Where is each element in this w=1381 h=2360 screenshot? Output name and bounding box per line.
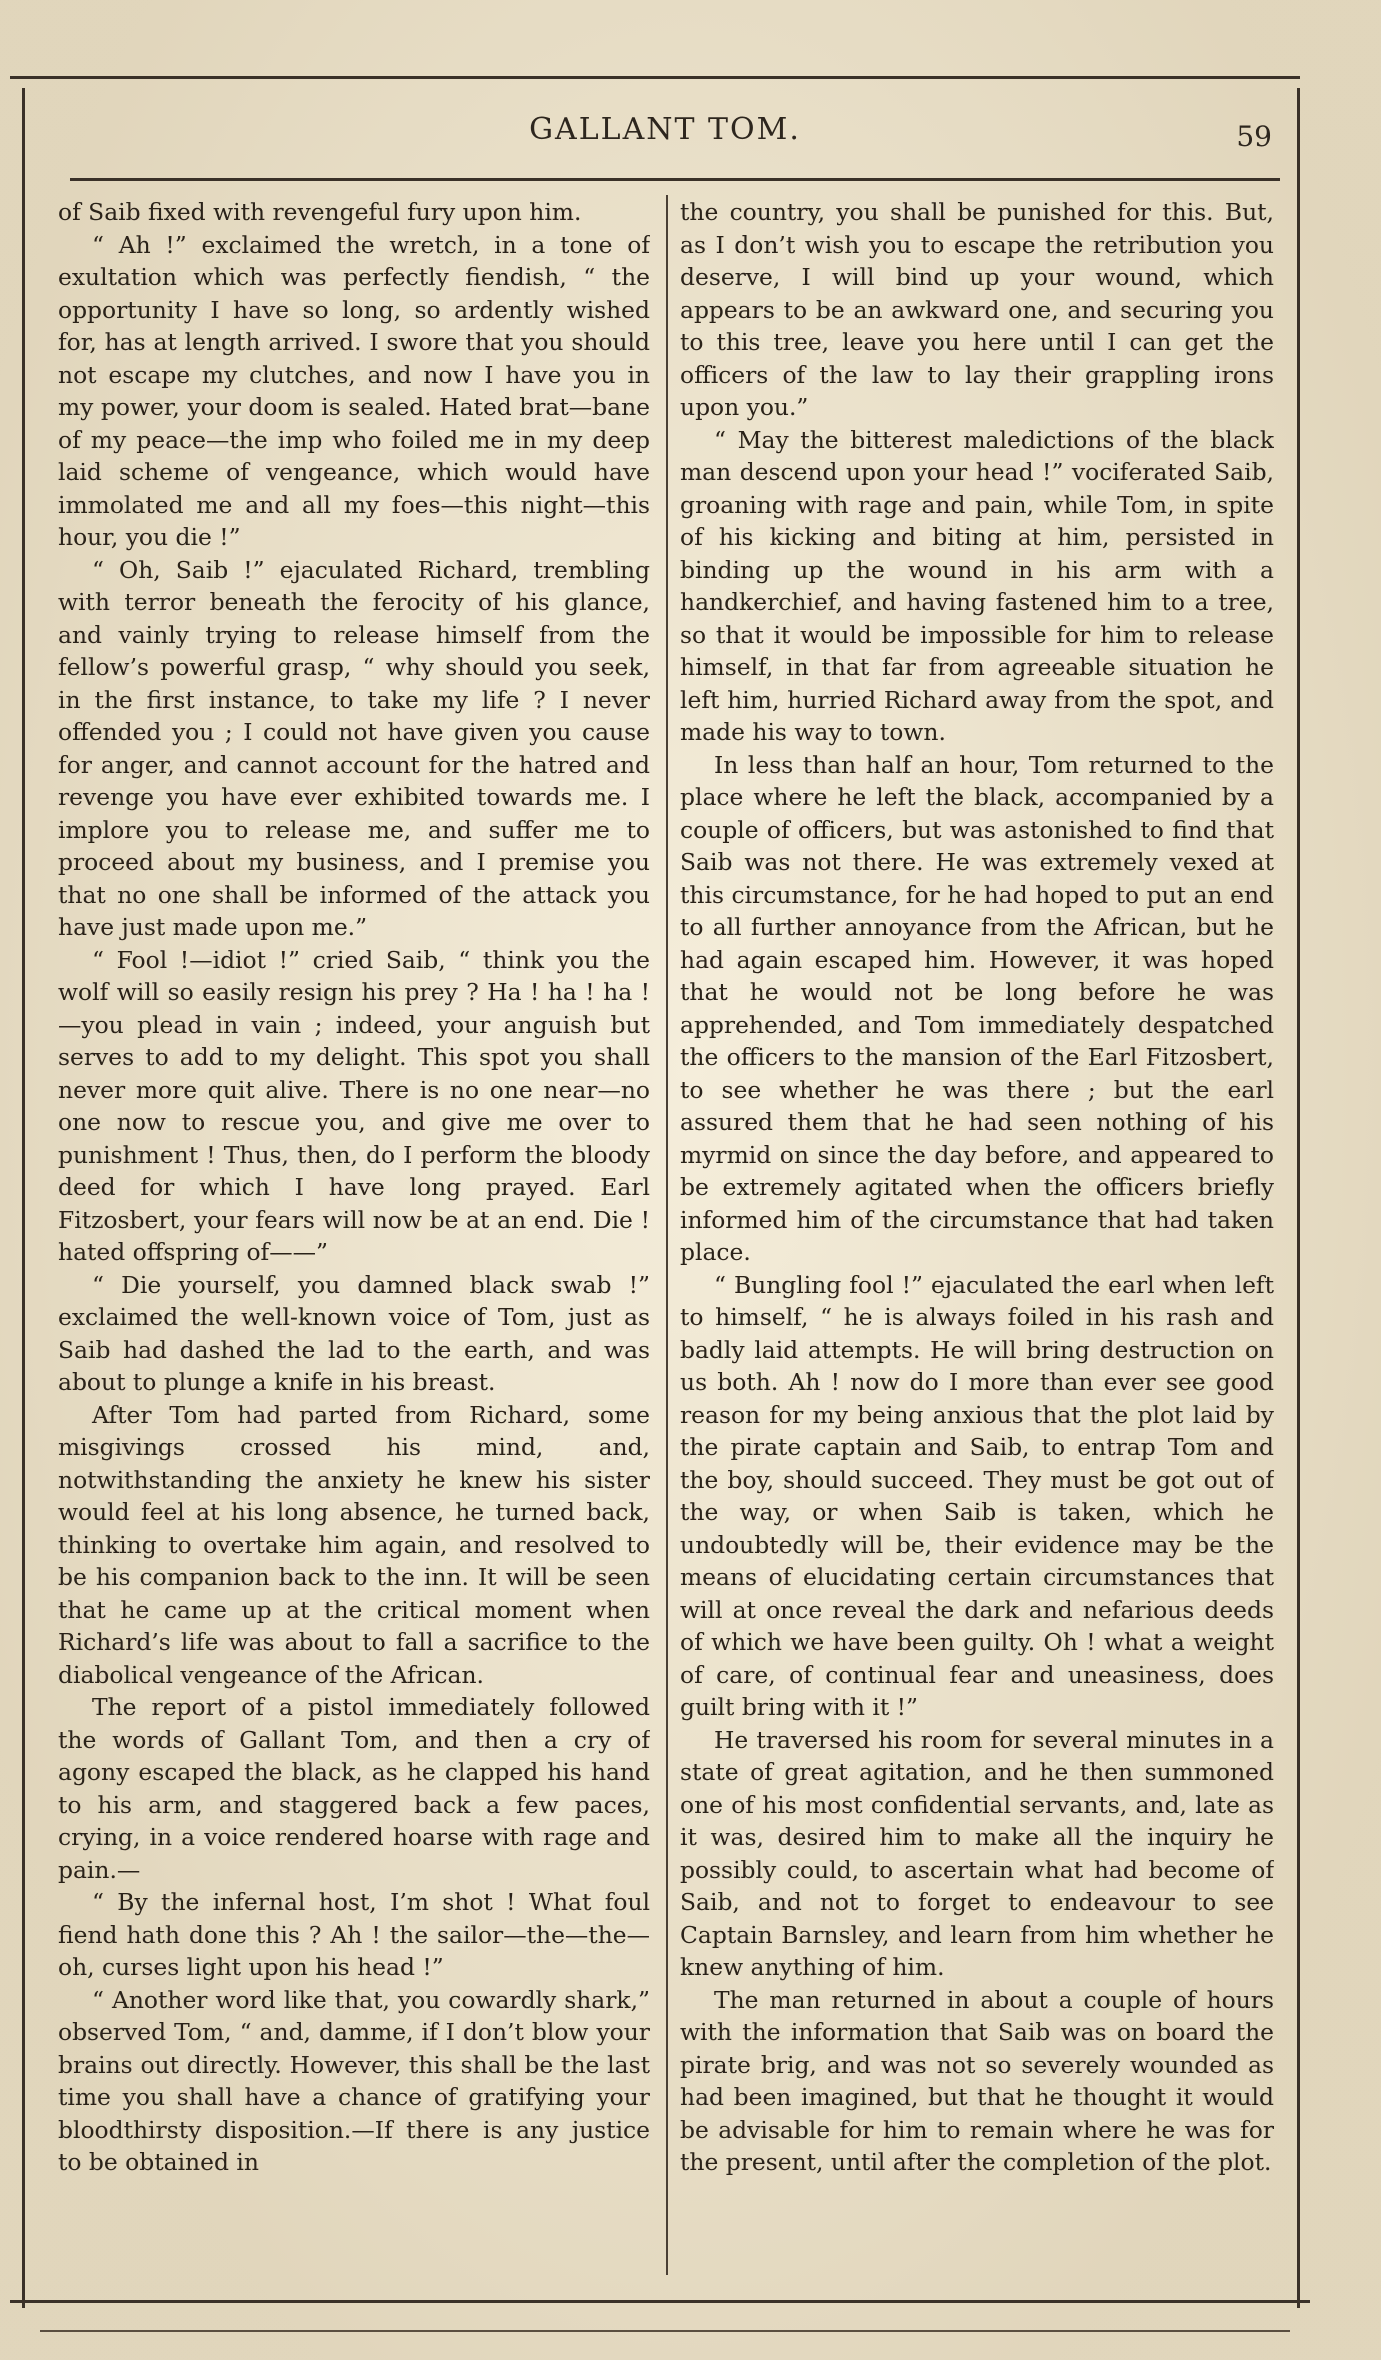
paragraph: “ Oh, Saib !” ejaculated Richard, trembling with terror beneath the ferocity of his glance, and vainly trying to release himself from the fellow’s powerful grasp, “ why should you seek, in the first instance, to take my life ? I never offended you ; I could not have given you cause for anger, and cannot account for the hatred and revenge you have ever exhibited towards me. I implore you to release me, and suffer me to proceed about my business, and I premise you that no one shall be informed of the attack you have just made upon me.” <box>58 555 650 941</box>
running-header <box>40 112 1290 162</box>
paragraph: “ Fool !—idiot !” cried Saib, “ think you the wolf will so easily resign his prey ? Ha ! ha ! ha !—you plead in vain ; indeed, your anguish but serves to add to my delight. This spot you shall never more quit alive. There is no one near—no one now to rescue you, and give me over to punishment ! Thus, then, do I perform the bloody deed for which I have long prayed. Earl Fitzosbert, your fears will now be at an end. Die ! hated offspring of——” <box>58 945 650 1266</box>
paragraph: of Saib fixed with revengeful fury upon him. <box>58 198 582 226</box>
paragraph: In less than half an hour, Tom returned to the place where he left the black, accompanied by a couple of officers, but was astonished to find that Saib was not there. He was extremely vexed at this circumstance, for he had hoped to put an end to all further annoyance from the African, but he had again escaped him. However, it was hoped that he would not be long before he was apprehended, and Tom immediately despatched the officers to the mansion of the Earl Fitzosbert, to see whether he was there ; but the earl assured them that he had seen nothing of his myrmid on since the day before, and appeared to be extremely agitated when the officers briefly informed him of the circumstance that had taken place. <box>680 750 1274 1266</box>
paragraph: “ May the bitterest maledictions of the black man descend upon your head !” vociferated Saib, groaning with rage and pain, while Tom, in spite of his kicking and biting at him, persisted in binding up the wound in his arm with a handkerchief, and having fastened him to a tree, so that it would be impossible for him to release himself, in that far from agreeable situation he left him, hurried Richard away from the spot, and made his way to town. <box>680 425 1274 746</box>
paragraph: “ Bungling fool !” ejaculated the earl when left to himself, “ he is always foiled in his rash and badly laid attempts. He will bring destruction on us both. Ah ! now do I more than ever see good reason for my being anxious that the plot laid by the pirate captain and Saib, to entrap Tom and the boy, should succeed. They must be got out of the way, or when Saib is taken, which he undoubtedly will be, their evidence may be the means of elucidating certain circumstances that will at once reveal the dark and nefarious deeds of which we have been guilty. Oh ! what a weight of care, of continual fear and uneasiness, does guilt bring with it !” <box>680 1270 1274 1721</box>
paragraph: “ By the infernal host, I’m shot ! What foul fiend hath done this ? Ah ! the sailor—the—the—oh, curses light upon his head !” <box>58 1888 650 1981</box>
page-number: 59 <box>1236 120 1272 153</box>
top-rule <box>10 76 1300 79</box>
paragraph: “ Ah !” exclaimed the wretch, in a tone of exultation which was perfectly fiendish, “ the opportunity I have so long, so ardently wished for, has at length arrived. I swore that you should not escape my clutches, and now I have you in my power, your doom is sealed. Hated brat—bane of my peace—the imp who foiled me in my deep laid scheme of vengeance, which would have immolated me and all my foes—this night—this hour, you die !” <box>58 230 650 551</box>
page-title: GALLANT TOM. <box>529 112 801 147</box>
header-rule <box>70 178 1280 181</box>
paragraph: He traversed his room for several minutes in a state of great agitation, and he then summoned one of his most confidential servants, and, late as it was, desired him to make all the inquiry he possibly could, to ascertain what had become of Saib, and not to forget to endeavour to see Captain Barnsley, and learn from him whether he knew anything of him. <box>680 1725 1274 1981</box>
paragraph: The man returned in about a couple of hours with the information that Saib was on board the pirate brig, and was not so severely wounded as had been imagined, but that he thought it would be advisable for him to remain where he was for the present, until after the completion of the plot. <box>680 1985 1274 2176</box>
paragraph: The report of a pistol immediately followed the words of Gallant Tom, and then a cry of agony escaped the black, as he clapped his hand to his arm, and staggered back a few paces, crying, in a voice rendered hoarse with rage and pain.— <box>58 1693 650 1884</box>
column-divider <box>666 195 668 2275</box>
right-column <box>680 196 1274 2291</box>
bottom-rule-secondary <box>40 2330 1290 2332</box>
left-column <box>58 196 650 2291</box>
paragraph: “ Die yourself, you damned black swab !” exclaimed the well-known voice of Tom, just as Saib had dashed the lad to the earth, and was about to plunge a knife in his breast. <box>58 1270 650 1396</box>
paragraph: the country, you shall be punished for this. But, as I don’t wish you to escape the retribution you deserve, I will bind up your wound, which appears to be an awkward one, and securing you to this tree, leave you here until I can get the officers of the law to lay their grappling irons upon you.” <box>680 198 1274 421</box>
paragraph: After Tom had parted from Richard, some misgivings crossed his mind, and, notwithstanding the anxiety he knew his sister would feel at his long absence, he turned back, thinking to overtake him again, and resolved to be his companion back to the inn. It will be seen that he came up at the critical moment when Richard’s life was about to fall a sacrifice to the diabolical vengeance of the African. <box>58 1400 650 1689</box>
bottom-rule <box>10 2300 1310 2303</box>
paragraph: “ Another word like that, you cowardly shark,” observed Tom, “ and, damme, if I don’t blow your brains out directly. However, this shall be the last time you shall have a chance of gratifying your bloodthirsty disposition.—If there is any justice to be obtained in <box>58 1985 650 2176</box>
